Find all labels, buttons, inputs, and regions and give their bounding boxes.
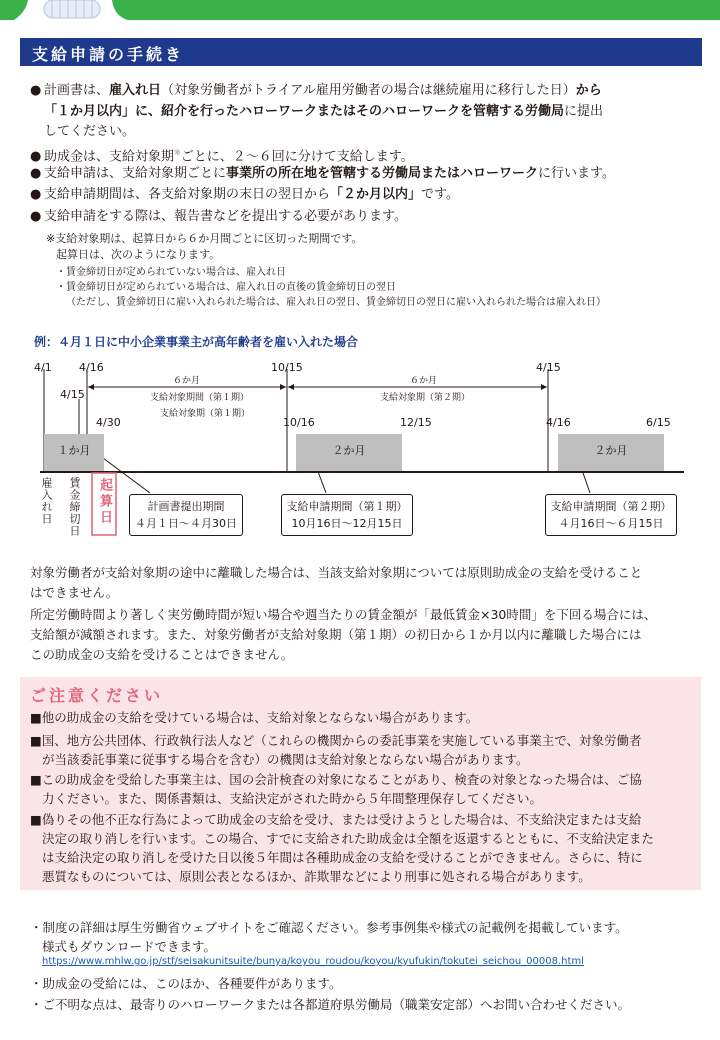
one-month-box: １か月 bbox=[44, 434, 104, 471]
bullet-text: 支給申請期間は、各支給対象期の末日の翌日から bbox=[44, 187, 331, 202]
date-label: 4/30 bbox=[96, 416, 121, 429]
bullet-text: 支給申請をする際は、報告書などを提出する必要があります。 bbox=[44, 209, 407, 224]
callout-line: ４月16日～６月15日 bbox=[558, 517, 664, 530]
paragraph-line: 対象労働者が支給対象期の途中に離職した場合は、当該支給対象期については原則助成金の支給を受けること bbox=[30, 565, 643, 580]
bullet-text: 「１か月以内」に、紹介を行ったハローワークまたはそのハローワークを管轄する労働局 bbox=[44, 104, 565, 119]
caution-item-line: は支給決定の取り消しを受けた日以後５年間は各種助成金の支給を受けることができません。さらに、特に bbox=[42, 850, 643, 865]
start-day-label: 起算日 bbox=[97, 478, 112, 526]
bullet-text: 「２か月以内」 bbox=[330, 187, 422, 202]
bullet-text: です。 bbox=[421, 187, 459, 202]
mhlw-link[interactable]: https://www.mhlw.go.jp/stf/seisakunitsuite/bunya/koyou_roudou/koyou/kyufukin/tokutei_seichou_00008.html bbox=[42, 956, 584, 967]
paragraph-line: 所定労働時間より著しく実労働時間が短い場合や週当たりの賃金額が「最低賃金×30時間」を下回る場合には、 bbox=[30, 607, 657, 622]
two-month-box: ２か月 bbox=[558, 434, 664, 471]
section-header bbox=[20, 38, 702, 66]
caution-item-line: 決定の取り消しを行います。この場合、すでに支給された助成金は全額を返還するとともに、不支給決定また bbox=[42, 831, 654, 846]
note-line: ・賃金締切日が定められていない場合は、雇入れ日 bbox=[56, 267, 286, 278]
bullet-text: 計画書は、 bbox=[44, 83, 110, 98]
date-label: 10/15 bbox=[271, 361, 303, 374]
two-month-box: ２か月 bbox=[296, 434, 402, 471]
bullet-line bbox=[44, 121, 135, 143]
bullet-line bbox=[30, 80, 602, 102]
callout-application-2 bbox=[545, 494, 677, 536]
note-line: ※支給対象期は、起算日から６か月間ごとに区切った期間です。 bbox=[46, 232, 363, 245]
bullet-dot: ● bbox=[30, 166, 42, 181]
bullet-line bbox=[30, 184, 459, 206]
bullet-dot: ● bbox=[30, 187, 42, 202]
wage-cutoff-label: 賃金締切日 bbox=[68, 477, 81, 537]
caution-item-line: ■偽りその他不正な行為によって助成金の支給を受け、または受けようとした場合は、不支給決定または支給 bbox=[30, 812, 642, 827]
bullet-dot: ● bbox=[30, 209, 42, 224]
bullet-dot: ● bbox=[30, 83, 42, 98]
period-label: 支給対象期間（第１期） bbox=[150, 393, 250, 403]
section-title: 支給申請の手続き bbox=[32, 45, 185, 64]
bullet-text: から bbox=[575, 83, 602, 98]
period-label: 支給対象期（第１期） bbox=[160, 409, 251, 419]
callout-application-1 bbox=[281, 494, 413, 536]
bullet-text: に行います。 bbox=[538, 166, 615, 181]
caution-item-line: 悪質なものについては、原則公表となるほか、詐欺罪などにより刑事に処される場合があります。 bbox=[42, 869, 591, 884]
bullet-line bbox=[30, 163, 615, 185]
bullet-text: 雇入れ日 bbox=[109, 83, 162, 98]
paragraph-line: 支給額が減額されます。また、対象労働者が支給対象期（第１期）の初日から１か月以内に離職した場合には bbox=[30, 627, 642, 642]
caution-item-line: ■この助成金を受給した事業主は、国の会計検査の対象になることがあり、検査の対象となった場合は、ご協 bbox=[30, 772, 642, 787]
bullet-text: してください。 bbox=[44, 124, 136, 139]
note-line: 起算日は、次のようになります。 bbox=[56, 248, 221, 261]
paragraph-line: この助成金の支給を受けることはできません。 bbox=[30, 647, 294, 662]
date-label: 4/15 bbox=[60, 388, 85, 401]
caution-item-line: が当該委託事業に従事する場合を含む）の機関は支給対象とならない場合があります。 bbox=[42, 752, 529, 767]
callout-plan-period bbox=[129, 494, 243, 536]
bullet-text: 事業所の所在地を管轄する労働局またはハローワーク bbox=[226, 166, 539, 181]
date-label: 6/15 bbox=[646, 416, 671, 429]
caution-item-line: ■他の助成金の支給を受けている場合は、支給対象とならない場合があります。 bbox=[30, 710, 479, 725]
footer-line: ・制度の詳細は厚生労働省ウェブサイトをご確認ください。参考事例集や様式の記載例を掲載しています。 bbox=[30, 920, 628, 935]
callout-line: 支給申請期間（第２期） bbox=[550, 500, 672, 513]
paragraph-line: はできません。 bbox=[30, 585, 119, 600]
callout-line: 計画書提出期間 bbox=[147, 500, 225, 513]
date-label: 10/16 bbox=[283, 416, 315, 429]
period-length: ６か月 bbox=[410, 376, 438, 386]
period-length: ６か月 bbox=[173, 376, 201, 386]
bullet-line bbox=[30, 206, 407, 228]
caution-title: ご注意ください bbox=[30, 686, 164, 705]
caution-item-line: ■国、地方公共団体、行政執行法人など（これらの機関からの委託事業を実施している事業主で、対象労働者 bbox=[30, 733, 642, 748]
footer-line: ・助成金の受給には、このほか、各種要件があります。 bbox=[30, 976, 342, 991]
example-title: 例：４月１日に中小企業事業主が高年齢者を雇い入れた場合 bbox=[34, 335, 359, 349]
bullet-text: ごとに、２～６回に分けて支給します。 bbox=[180, 149, 414, 165]
top-decoration bbox=[0, 0, 720, 20]
bullet-text: （対象労働者がトライアル雇用労働者の場合は継続雇用に移行した日） bbox=[161, 83, 576, 98]
callout-line: 支給申請期間（第１期） bbox=[286, 500, 408, 513]
period-label: 支給対象期（第２期） bbox=[380, 393, 471, 403]
bullet-dot: ● bbox=[30, 149, 42, 165]
callout-line: 10月16日～12月15日 bbox=[291, 517, 403, 530]
note-line: ・賃金締切日が定められている場合は、雇入れ日の直後の賃金締切日の翌日 bbox=[56, 282, 396, 293]
date-label: 4/16 bbox=[546, 416, 571, 429]
bullet-text: 助成金は、支給対象期 bbox=[44, 149, 175, 165]
bullet-text: ※ bbox=[174, 148, 181, 157]
callout-line: ４月１日～４月30日 bbox=[135, 517, 237, 530]
date-label: 4/1 bbox=[34, 361, 52, 374]
hire-day-label: 雇入れ日 bbox=[40, 477, 53, 525]
bullet-text: に提出 bbox=[564, 104, 604, 119]
caution-item-line: 力ください。また、関係書類は、支給決定がされた時から５年間整理保存してください。 bbox=[42, 791, 543, 806]
date-label: 4/16 bbox=[79, 361, 104, 374]
footer-line: 様式もダウンロードできます。 bbox=[42, 939, 217, 954]
date-label: 4/15 bbox=[536, 361, 561, 374]
note-line: （ただし、賃金締切日に雇い入れられた場合は、雇入れ日の翌日、賃金締切日の翌日に雇い入れられた場合は雇入れ日） bbox=[66, 297, 606, 308]
bullet-text: 支給申請は、支給対象期ごとに bbox=[44, 166, 227, 181]
bullet-line bbox=[44, 101, 603, 123]
date-label: 12/15 bbox=[400, 416, 432, 429]
footer-line: ・ご不明な点は、最寄りのハローワークまたは各都道府県労働局（職業安定部）へお問い合わせください。 bbox=[30, 997, 631, 1012]
